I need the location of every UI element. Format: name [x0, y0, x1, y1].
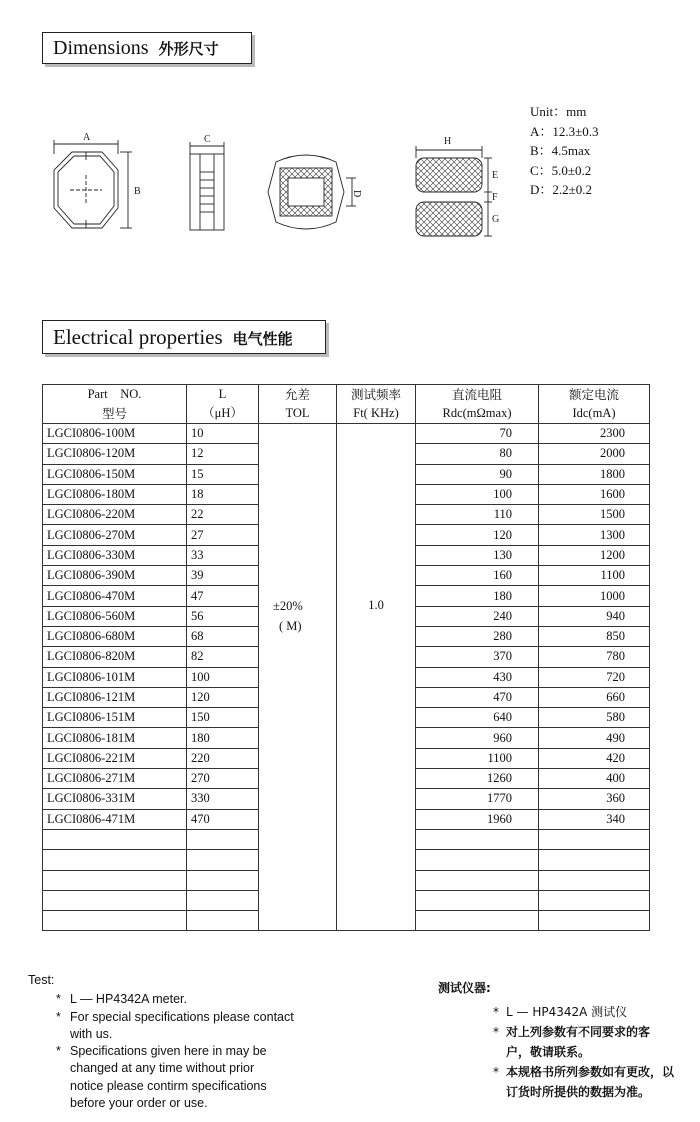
rdc-cell: 90 [416, 464, 539, 484]
empty-cell [416, 850, 539, 870]
header-ft: 测试频率 [337, 385, 416, 405]
rdc-cell: 280 [416, 626, 539, 646]
rdc-cell: 470 [416, 687, 539, 707]
inductance-cell: 47 [187, 586, 259, 606]
empty-cell [187, 850, 259, 870]
empty-cell [539, 870, 650, 890]
part-number-cell: LGCI0806-181M [43, 728, 187, 748]
rdc-cell: 960 [416, 728, 539, 748]
inductance-cell: 12 [187, 444, 259, 464]
idc-cell: 2300 [539, 424, 650, 444]
rdc-cell: 430 [416, 667, 539, 687]
part-number-cell: LGCI0806-560M [43, 606, 187, 626]
rdc-cell: 370 [416, 647, 539, 667]
part-number-cell: LGCI0806-820M [43, 647, 187, 667]
section-view-drawing [416, 146, 492, 236]
inductance-cell: 22 [187, 505, 259, 525]
test-item-zh: * 本规格书所列参数如有更改，以订货时所提供的数据为准。 [493, 1065, 675, 1099]
idc-cell: 1200 [539, 545, 650, 565]
inductance-cell: 82 [187, 647, 259, 667]
inductance-cell: 100 [187, 667, 259, 687]
dim-a-value: A：12.3±0.3 [530, 123, 599, 139]
idc-cell: 1800 [539, 464, 650, 484]
idc-cell: 720 [539, 667, 650, 687]
empty-cell [187, 911, 259, 931]
rdc-cell: 240 [416, 606, 539, 626]
part-number-cell: LGCI0806-390M [43, 566, 187, 586]
empty-cell [187, 870, 259, 890]
rdc-cell: 110 [416, 505, 539, 525]
header-rdc-en: Rdc(mΩmax) [416, 404, 539, 424]
rdc-cell: 640 [416, 708, 539, 728]
test-item-zh: * 对上列参数有不同要求的客户，敬请联系。 [493, 1025, 651, 1059]
part-number-cell: LGCI0806-151M [43, 708, 187, 728]
part-number-cell: LGCI0806-100M [43, 424, 187, 444]
idc-cell: 940 [539, 606, 650, 626]
empty-cell [187, 890, 259, 910]
part-number-cell: LGCI0806-471M [43, 809, 187, 829]
electrical-title-zh: 电气性能 [232, 330, 293, 348]
part-number-cell: LGCI0806-680M [43, 626, 187, 646]
empty-cell [43, 911, 187, 931]
idc-cell: 1000 [539, 586, 650, 606]
rdc-cell: 70 [416, 424, 539, 444]
idc-cell: 340 [539, 809, 650, 829]
header-idc: 额定电流 [539, 385, 650, 405]
rdc-cell: 120 [416, 525, 539, 545]
dimensions-title-zh: 外形尺寸 [158, 40, 219, 58]
inductance-cell: 220 [187, 748, 259, 768]
dimension-drawings [40, 120, 510, 250]
idc-cell: 780 [539, 647, 650, 667]
inductance-cell: 68 [187, 626, 259, 646]
header-ft-en: Ft( KHz) [337, 404, 416, 424]
header-idc-en: Idc(mA) [539, 404, 650, 424]
test-notes-en [28, 972, 310, 1112]
part-number-cell: LGCI0806-220M [43, 505, 187, 525]
idc-cell: 420 [539, 748, 650, 768]
core-view-drawing [268, 155, 356, 229]
part-number-cell: LGCI0806-221M [43, 748, 187, 768]
dim-c-value: C：5.0±0.2 [530, 162, 592, 178]
part-number-cell: LGCI0806-101M [43, 667, 187, 687]
label-d: D [351, 190, 362, 198]
inductance-cell: 33 [187, 545, 259, 565]
rdc-cell: 80 [416, 444, 539, 464]
electrical-spec-table [42, 384, 650, 931]
test-frequency-value: 1.0 [368, 598, 384, 612]
inductance-cell: 270 [187, 769, 259, 789]
idc-cell: 1600 [539, 484, 650, 504]
header-l: L [187, 385, 259, 405]
test-notes-zh [438, 978, 676, 1102]
inductance-cell: 470 [187, 809, 259, 829]
idc-cell: 400 [539, 769, 650, 789]
empty-cell [539, 850, 650, 870]
empty-cell [539, 911, 650, 931]
table-row [43, 424, 650, 444]
rdc-cell: 100 [416, 484, 539, 504]
tolerance-code: ( M) [279, 619, 302, 633]
idc-cell: 850 [539, 626, 650, 646]
top-view-drawing [54, 140, 132, 228]
test-item-zh: * L — HP4342A 测试仪 [493, 1005, 628, 1019]
idc-cell: 1100 [539, 566, 650, 586]
header-part-zh: 型号 [43, 404, 187, 424]
part-number-cell: LGCI0806-180M [43, 484, 187, 504]
empty-cell [416, 870, 539, 890]
inductance-cell: 27 [187, 525, 259, 545]
inductance-cell: 150 [187, 708, 259, 728]
part-number-cell: LGCI0806-271M [43, 769, 187, 789]
table-header-row [43, 385, 650, 405]
test-item-en: * L — HP4342A meter. [56, 992, 187, 1007]
test-item-en: * Specifications given here in may be changed at any time without prior notice please contirm specifications before your order or use. [56, 1044, 267, 1111]
rdc-cell: 180 [416, 586, 539, 606]
rdc-cell: 1100 [416, 748, 539, 768]
inductance-cell: 120 [187, 687, 259, 707]
idc-cell: 1500 [539, 505, 650, 525]
rdc-cell: 1960 [416, 809, 539, 829]
label-a: A [83, 132, 91, 143]
inductance-cell: 18 [187, 484, 259, 504]
idc-cell: 580 [539, 708, 650, 728]
rdc-cell: 160 [416, 566, 539, 586]
dim-d-value: D：2.2±0.2 [530, 182, 593, 197]
empty-cell [416, 829, 539, 849]
test-heading-zh: 测试仪器: [438, 981, 491, 995]
empty-cell [539, 829, 650, 849]
idc-cell: 360 [539, 789, 650, 809]
label-f: F [492, 192, 498, 203]
unit-tolerances [530, 102, 599, 200]
test-item-en: * For special specifications please contact with us. [56, 1009, 294, 1041]
rdc-cell: 1770 [416, 789, 539, 809]
idc-cell: 1300 [539, 525, 650, 545]
inductance-cell: 10 [187, 424, 259, 444]
inductance-cell: 180 [187, 728, 259, 748]
idc-cell: 2000 [539, 444, 650, 464]
inductance-cell: 330 [187, 789, 259, 809]
header-tol-en: TOL [259, 404, 337, 424]
part-number-cell: LGCI0806-270M [43, 525, 187, 545]
label-b: B [134, 186, 141, 197]
inductance-cell: 56 [187, 606, 259, 626]
empty-cell [43, 829, 187, 849]
header-part: Part NO. [43, 385, 187, 405]
part-number-cell: LGCI0806-121M [43, 687, 187, 707]
empty-cell [43, 890, 187, 910]
empty-cell [416, 911, 539, 931]
test-heading-en: Test: [28, 973, 55, 987]
part-number-cell: LGCI0806-120M [43, 444, 187, 464]
test-frequency-cell [337, 424, 416, 931]
empty-cell [539, 890, 650, 910]
unit-label: Unit：mm [530, 104, 587, 119]
header-tol: 允差 [259, 385, 337, 405]
rdc-cell: 1260 [416, 769, 539, 789]
idc-cell: 660 [539, 687, 650, 707]
dimensions-title [42, 32, 252, 64]
inductance-cell: 15 [187, 464, 259, 484]
label-c: C [204, 134, 211, 145]
part-number-cell: LGCI0806-330M [43, 545, 187, 565]
rdc-cell: 130 [416, 545, 539, 565]
label-e: E [492, 170, 499, 181]
tolerance-value: ±20% [273, 599, 303, 613]
label-g: G [492, 214, 500, 225]
part-number-cell: LGCI0806-470M [43, 586, 187, 606]
inductance-cell: 39 [187, 566, 259, 586]
empty-cell [43, 870, 187, 890]
dimensions-title-en: Dimensions [53, 37, 149, 59]
electrical-title-en: Electrical properties [53, 325, 223, 349]
tolerance-cell [259, 424, 337, 931]
side-view-drawing [190, 142, 224, 230]
dim-b-value: B：4.5max [530, 143, 591, 158]
header-rdc: 直流电阻 [416, 385, 539, 405]
electrical-title [42, 320, 326, 354]
label-h: H [444, 136, 452, 147]
part-number-cell: LGCI0806-331M [43, 789, 187, 809]
part-number-cell: LGCI0806-150M [43, 464, 187, 484]
empty-cell [187, 829, 259, 849]
empty-cell [43, 850, 187, 870]
header-l-unit: （μH） [187, 404, 259, 424]
idc-cell: 490 [539, 728, 650, 748]
empty-cell [416, 890, 539, 910]
table-header-row [43, 404, 650, 424]
